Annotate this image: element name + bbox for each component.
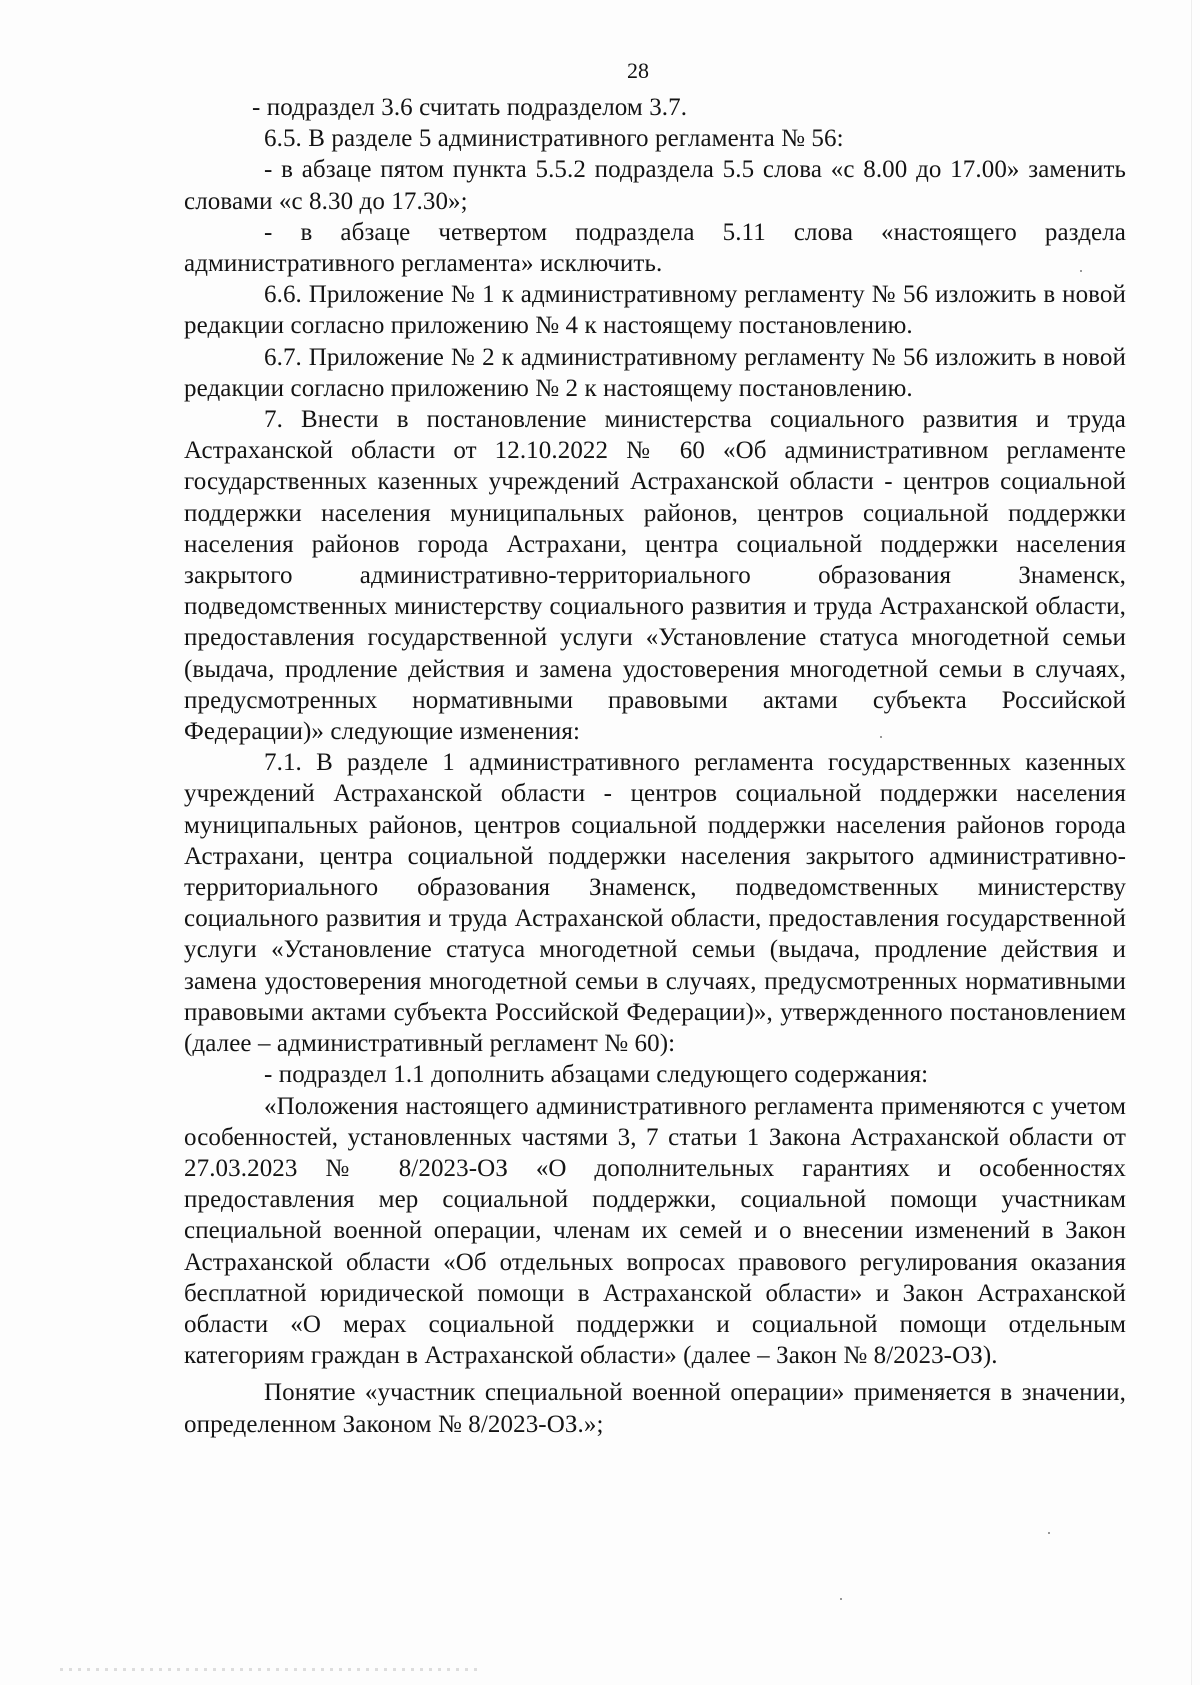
scan-speck — [1048, 1532, 1050, 1534]
paragraph-7-1: 7.1. В разделе 1 административного регламента государственных казенных учреждений Астраханской области - центров социальной поддержки населения муниципальных районов, центров социальной поддержки населения районов города Астрахани, центра социальной поддержки населения закрытого административно-территориального образования Знаменск, подведомственных министерству социального развития и труда Астраханской области, предоставления государственной услуги «Установление статуса многодетной семьи (выдача, продление действия и замена удостоверения многодетной семьи в случаях, предусмотренных нормативными правовыми актами субъекта Российской Федерации)», утвержденного постановлением (далее – административный регламент № 60): — [184, 749, 1126, 1058]
paragraph-6-5-item-2: - в абзаце четвертом подраздела 5.11 слова «настоящего раздела административного регламента» исключить. — [184, 218, 1126, 278]
scan-speck — [840, 1598, 842, 1600]
paragraph-subsection-3-6: - подраздел 3.6 считать подразделом 3.7. — [252, 94, 688, 121]
paragraph-6-5-item-1: - в абзаце пятом пункта 5.5.2 подраздела 5.5 слова «с 8.00 до 17.00» заменить словами «с 8.30 до 17.30»; — [184, 156, 1126, 215]
document-body — [184, 92, 1126, 1440]
paragraph-6-7: 6.7. Приложение № 2 к административному регламенту № 56 изложить в новой редакции согласно приложению № 2 к настоящему постановлению. — [184, 343, 1126, 402]
scan-speck — [880, 736, 882, 738]
paragraph-6-6: 6.6. Приложение № 1 к административному регламенту № 56 изложить в новой редакции согласно приложению № 4 к настоящему постановлению. — [184, 281, 1126, 340]
scan-speck — [1080, 270, 1082, 272]
paragraph-definition: Понятие «участник специальной военной операции» применяется в значении, определенном Законом № 8/2023-ОЗ.»; — [184, 1379, 1126, 1438]
scan-edge-line — [1191, 0, 1192, 1685]
paragraph-1-1-addition: - подраздел 1.1 дополнить абзацами следующего содержания: — [264, 1061, 929, 1089]
paragraph-quoted-provisions: «Положения настоящего административного регламента применяются с учетом особенностей, установленных частями 3, 7 статьи 1 Закона Астраханской области от 27.03.2023 № 8/2023-ОЗ «О дополнительных гарантиях и особенностях предоставления мер социальной поддержки, социальной помощи участникам специальной военной операции, членам их семей и о внесении изменений в Закон Астраханской области «Об отдельных вопросах правового регулирования оказания бесплатной юридической помощи в Астраханской области» и Закон Астраханской области «О мерах социальной поддержки и социальной помощи отдельным категориям граждан в Астраханской области» (далее – Закон № 8/2023-ОЗ). — [184, 1092, 1126, 1370]
paragraph-7: 7. Внести в постановление министерства социального развития и труда Астраханской области от 12.10.2022 № 60 «Об административном регламенте государственных казенных учреждений Астраханской области - центров социальной поддержки населения муниципальных районов, центров социальной поддержки населения районов города Астрахани, центра социальной поддержки населения закрытого административно-территориального образования Знаменск, подведомственных министерству социального развития и труда Астраханской области, предоставления государственной услуги «Установление статуса многодетной семьи (выдача, продление действия и замена удостоверения многодетной семьи в случаях, предусмотренных нормативными правовыми актами субъекта Российской Федерации)» следующие изменения: — [184, 406, 1126, 746]
paragraph-6-5: 6.5. В разделе 5 административного регламента № 56: — [264, 125, 844, 153]
scan-noise-strip — [60, 1668, 480, 1671]
page-number: 28 — [627, 58, 649, 83]
